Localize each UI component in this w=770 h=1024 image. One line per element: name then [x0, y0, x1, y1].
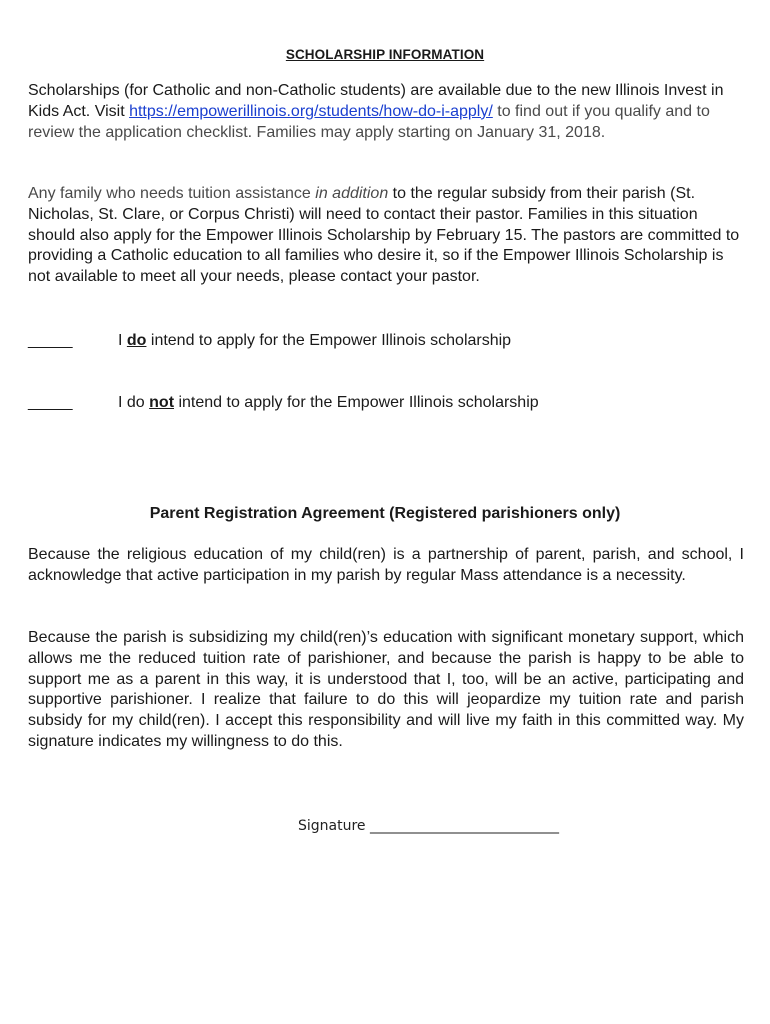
option-do-not-apply-text-end: intend to apply for the Empower Illinois scholarship: [174, 394, 539, 411]
p1-text-start: Scholarships (for Catholic and non-Catholic students) are available due to the new Illinois Invest in Kids Act. Visit: [28, 82, 724, 120]
p2-text-start: Any family who needs tuition assistance: [28, 185, 316, 202]
signature-line: [298, 818, 559, 834]
agreement-heading: Parent Registration Agreement (Registered parishioners only): [149, 505, 621, 522]
option-do-not-apply-text-start: I do: [118, 394, 150, 411]
p2-italic-text: in addition: [315, 185, 389, 202]
scholarship-heading: SCHOLARSHIP INFORMATION: [285, 47, 485, 62]
option-do-apply-emphasis: do: [126, 332, 147, 349]
signature-label: Signature: [298, 818, 370, 834]
scholarship-paragraph-1: [28, 81, 744, 143]
option-do-not-apply: [28, 393, 744, 413]
p2-text-end: to the regular subsidy from their parish (St. Nicholas, St. Clare, or Corpus Christi) will need to contact their pastor. Families in this situation should also apply for the Empower Illinois Scholarship by February 15. The pastors are committed to providing a Catholic education to all families who desire it, so if the Empower Illinois Scholarship is not available to meet all your needs, please contact your pastor.: [28, 185, 740, 286]
agreement-paragraph-1: Because the religious education of my child(ren) is a partnership of parent, parish, and school, I acknowledge that active participation in my parish by regular Mass attendance is a necessity.: [28, 546, 744, 584]
option-do-not-apply-emphasis: not: [149, 394, 175, 411]
scholarship-paragraph-2: [28, 184, 744, 288]
signature-blank[interactable]: ___________________________: [370, 818, 559, 834]
option-do-not-apply-blank[interactable]: _____: [28, 394, 73, 411]
p1-text-end: to find out if you qualify and to review the application checklist. Families may apply starting on January 31, 2018.: [28, 102, 710, 141]
option-do-apply-text-end: intend to apply for the Empower Illinois scholarship: [146, 332, 512, 349]
agreement-paragraph-2: Because the parish is subsidizing my child(ren)’s education with significant monetary support, which allows me the reduced tuition rate of parishioner, and because the parish is happy to be able to support me as a parent in this way, it is understood that I, too, will be an active, participating and supportive parishioner. I realize that failure to do this will jeopardize my tuition rate and parish subsidy for my child(ren). I accept this responsibility and will live my faith in this committed way. My signature indicates my willingness to do this.: [28, 629, 744, 750]
option-do-apply: [28, 331, 744, 351]
option-do-apply-text-start: I: [118, 332, 127, 349]
option-do-apply-blank[interactable]: _____: [28, 332, 73, 349]
empower-illinois-link[interactable]: https://empowerillinois.org/students/how-do-i-apply/: [129, 102, 493, 120]
